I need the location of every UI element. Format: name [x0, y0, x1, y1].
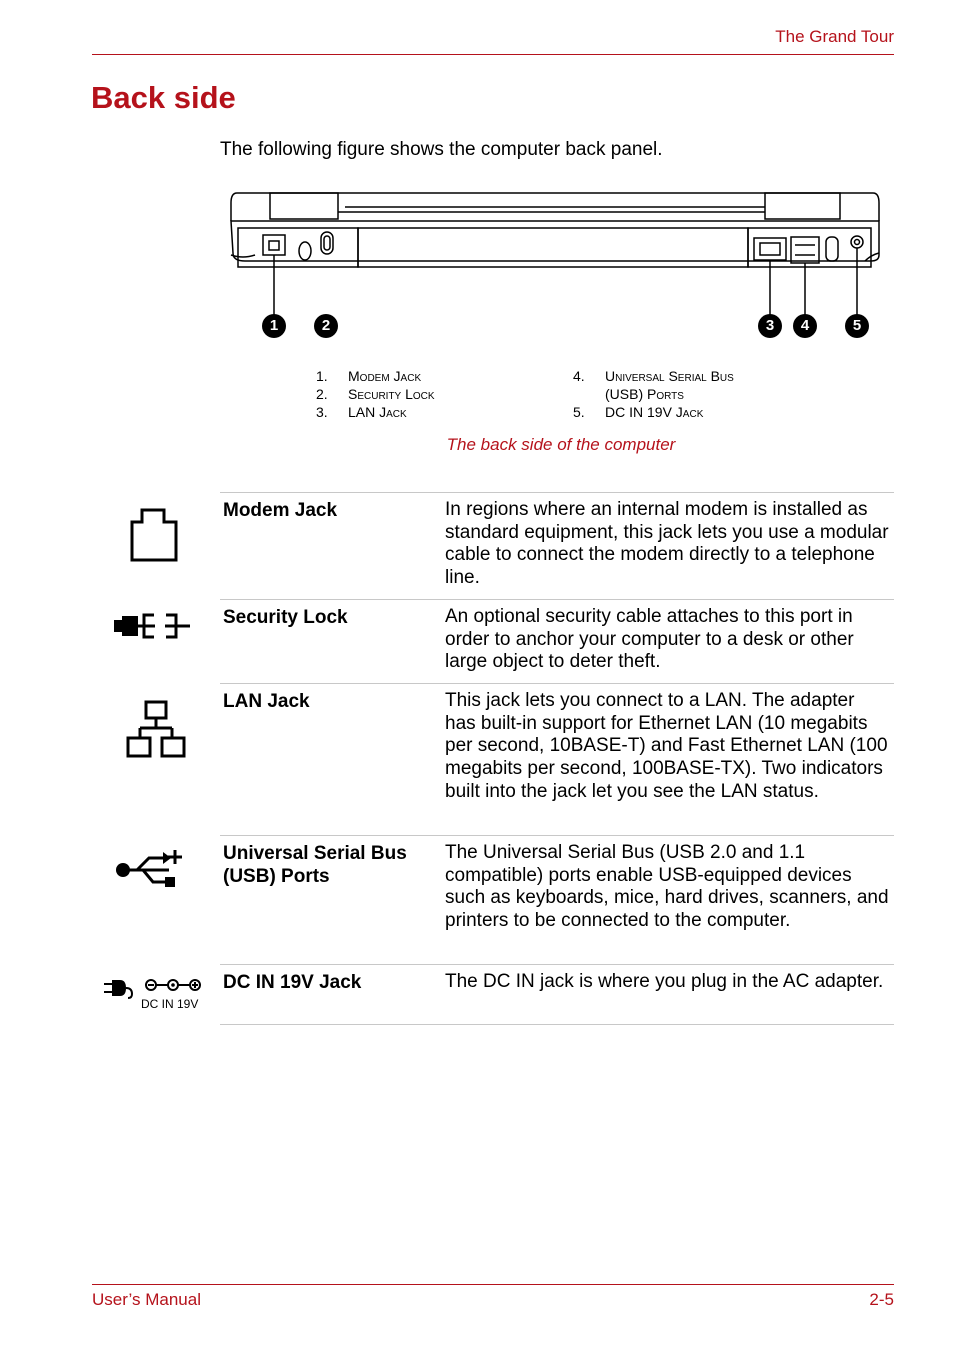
dc-in-icon-label: DC IN 19V [141, 997, 199, 1011]
callout-4: 4 [793, 314, 817, 338]
page-title: Back side [91, 80, 236, 115]
table-row [220, 599, 894, 683]
table-row [220, 683, 894, 835]
legend-number: 5. [573, 404, 585, 420]
row-term: Universal Serial Bus (USB) Ports [223, 843, 407, 887]
row-term: Security Lock [223, 607, 348, 628]
callout-2: 2 [314, 314, 338, 338]
legend-right [573, 367, 734, 421]
row-description: In regions where an internal modem is installed as standard equipment, this jack lets you use a modular cable to connect the modem directly to a telephone line. [445, 499, 889, 589]
legend-item [316, 403, 435, 421]
usb-icon [115, 846, 187, 892]
row-description: This jack lets you connect to a LAN. The adapter has built-in support for Ethernet LAN (10 megabits per second, 10BASE-T) and Fast Ethernet LAN (100 megabits per second, 100BASE-TX). Two indicators built into the jack let you see the LAN status. [445, 690, 888, 802]
callout-5: 5 [845, 314, 869, 338]
table-row [220, 835, 894, 964]
footer-manual-title: User’s Manual [92, 1290, 201, 1309]
table-row [220, 964, 894, 1025]
legend-item [316, 367, 435, 385]
legend-label: DC IN 19V Jack [605, 404, 704, 420]
header-rule [92, 54, 894, 55]
footer-page-number: 2-5 [869, 1290, 894, 1309]
row-description: The Universal Serial Bus (USB 2.0 and 1.1 compatible) ports enable USB-equipped devices such as keyboards, mice, hard drives, scanners, and printers to be connected to the computer. [445, 842, 889, 932]
row-description: The DC IN jack is where you plug in the AC adapter. [445, 971, 884, 992]
legend-label: Security Lock [348, 386, 435, 402]
callout-1: 1 [262, 314, 286, 338]
row-term: Modem Jack [223, 500, 338, 521]
footer-rule [92, 1284, 894, 1285]
lan-icon [124, 700, 188, 760]
security-lock-icon [112, 612, 192, 640]
legend-label: (USB) Ports [605, 386, 684, 402]
legend-item [573, 367, 734, 385]
row-description: An optional security cable attaches to this port in order to anchor your computer to a desk or other large object to deter theft. [445, 606, 854, 673]
legend-number: 2. [316, 386, 328, 402]
intro-text: The following figure shows the computer back panel. [220, 139, 663, 160]
figure-caption: The back side of the computer [446, 435, 676, 454]
legend-label: LAN Jack [348, 404, 407, 420]
legend-number: 1. [316, 368, 328, 384]
legend-number: 4. [573, 368, 585, 384]
port-description-table [220, 492, 894, 1025]
legend-item-continued [573, 385, 734, 403]
modem-jack-icon [130, 508, 180, 564]
running-header: The Grand Tour [775, 27, 894, 46]
legend-item [573, 403, 734, 421]
legend-left [316, 367, 435, 421]
callout-3: 3 [758, 314, 782, 338]
legend-number: 3. [316, 404, 328, 420]
row-term: DC IN 19V Jack [223, 972, 362, 993]
row-term: LAN Jack [223, 691, 310, 712]
table-row [220, 492, 894, 599]
legend-item [316, 385, 435, 403]
legend-label: Modem Jack [348, 368, 422, 384]
legend-label: Universal Serial Bus [605, 368, 734, 384]
